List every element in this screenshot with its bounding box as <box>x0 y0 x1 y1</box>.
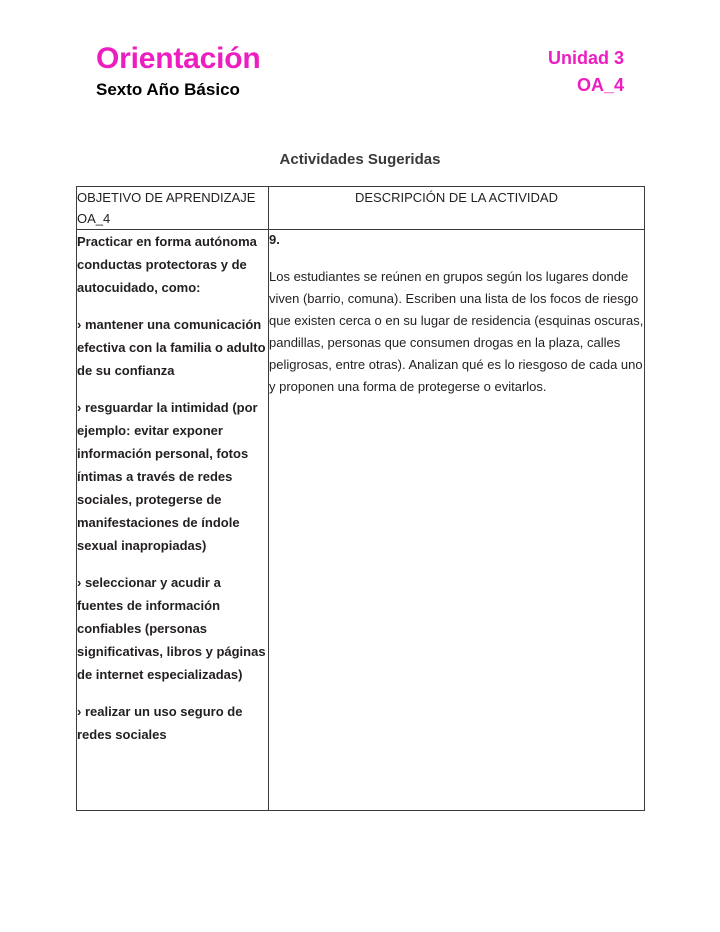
header-right-group <box>548 42 624 97</box>
header-left-group <box>96 42 261 101</box>
document-header <box>96 42 624 101</box>
description-cell <box>269 230 645 811</box>
subject-title: Orientación <box>96 42 261 75</box>
table-header-row <box>77 187 645 230</box>
grade-subtitle: Sexto Año Básico <box>96 80 240 99</box>
activity-number: 9. <box>269 232 280 247</box>
column-header-objective: OBJETIVO DE APRENDIZAJE OA_4 <box>77 187 269 230</box>
objective-paragraph: › seleccionar y acudir a fuentes de información confiables (personas significativas, libros y páginas de internet especializadas) <box>77 575 266 682</box>
oa-code-label: OA_4 <box>576 75 624 95</box>
unit-label: Unidad 3 <box>547 48 624 68</box>
table-row <box>77 230 645 811</box>
objective-paragraph: Practicar en forma autónoma conductas protectoras y de autocuidado, como: <box>77 234 257 295</box>
objective-paragraph: › realizar un uso seguro de redes sociales <box>77 704 243 742</box>
activity-description-text: Los estudiantes se reúnen en grupos según los lugares donde viven (barrio, comuna). Escriben una lista de los focos de riesgo que existen cerca o en su lugar de residencia (esquinas oscuras, pandillas, personas que consumen drogas en la plaza, calles peligrosas, entre otras). Analizan qué es lo riesgoso de cada uno y proponen una forma de protegerse o evitarlos. <box>269 269 644 394</box>
section-title: Actividades Sugeridas <box>279 151 441 168</box>
objective-paragraph-list <box>77 230 268 746</box>
objective-paragraph: › mantener una comunicación efectiva con la familia o adulto de su confianza <box>77 317 266 378</box>
column-header-description: DESCRIPCIÓN DE LA ACTIVIDAD <box>269 187 645 230</box>
activities-table <box>76 186 645 811</box>
objective-paragraph: › resguardar la intimidad (por ejemplo: evitar exponer información personal, fotos íntimas a través de redes sociales, protegerse de manifestaciones de índole sexual inapropiadas) <box>77 400 258 553</box>
objective-cell <box>77 230 269 811</box>
